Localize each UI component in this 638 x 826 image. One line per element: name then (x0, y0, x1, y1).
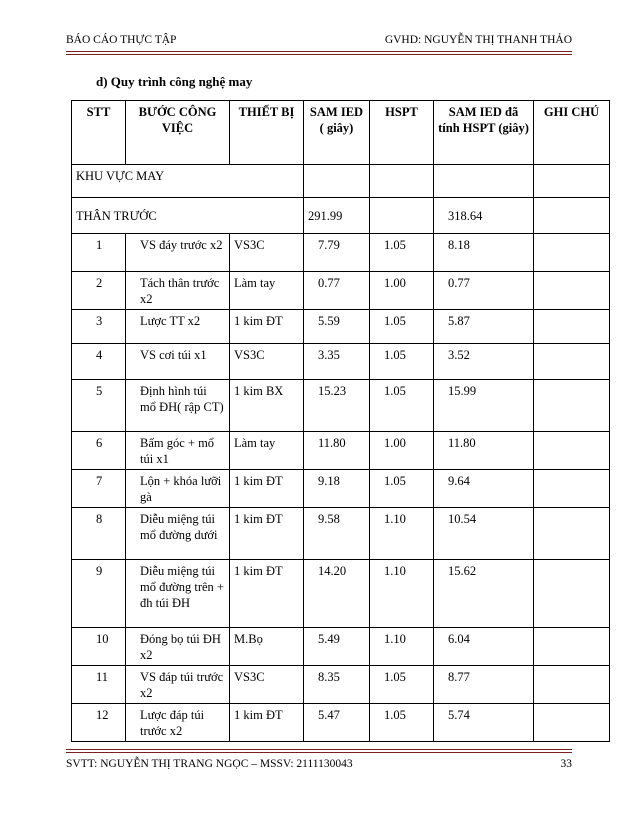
cell-sam-hspt: 6.04 (434, 628, 534, 666)
cell-sam-hspt: 8.77 (434, 666, 534, 704)
cell-sam-ied: 11.80 (304, 432, 370, 470)
col-header-device: THIẾT BỊ (230, 101, 304, 165)
cell-sam-ied: 5.49 (304, 628, 370, 666)
group-label: THÂN TRƯỚC (72, 198, 304, 234)
cell-sam-hspt: 11.80 (434, 432, 534, 470)
header-rule (66, 51, 572, 52)
page-number: 33 (560, 758, 572, 770)
cell-sam-ied: 5.47 (304, 704, 370, 742)
cell-note (534, 380, 610, 432)
cell-note (534, 560, 610, 628)
cell-hspt: 1.10 (370, 560, 434, 628)
cell-hspt: 1.00 (370, 432, 434, 470)
table-row (72, 234, 610, 272)
cell-sam-hspt: 5.87 (434, 310, 534, 344)
cell-hspt: 1.05 (370, 234, 434, 272)
header-rule-thin (66, 54, 572, 55)
cell-stt: 7 (72, 470, 126, 508)
table-row (72, 628, 610, 666)
page-header (66, 34, 572, 50)
cell-sam-ied: 14.20 (304, 560, 370, 628)
cell-step: VS đáy trước x2 (126, 234, 230, 272)
table-row (72, 666, 610, 704)
table-row (72, 704, 610, 742)
cell-step: VS đáp túi trước x2 (126, 666, 230, 704)
table-row (72, 272, 610, 310)
cell-sam-hspt: 3.52 (434, 344, 534, 380)
cell-device: VS3C (230, 234, 304, 272)
cell-step: Đóng bọ túi ĐH x2 (126, 628, 230, 666)
cell-step: Lộn + khóa lưỡi gà (126, 470, 230, 508)
cell-hspt: 1.05 (370, 666, 434, 704)
cell-device: 1 kim ĐT (230, 704, 304, 742)
cell-stt: 8 (72, 508, 126, 560)
cell-sam-ied: 15.23 (304, 380, 370, 432)
cell-note (534, 470, 610, 508)
cell-note (534, 508, 610, 560)
cell-stt: 3 (72, 310, 126, 344)
table-header-row (72, 101, 610, 165)
cell-device: Làm tay (230, 432, 304, 470)
cell-stt: 10 (72, 628, 126, 666)
cell-sam-ied: 5.59 (304, 310, 370, 344)
cell-note (534, 344, 610, 380)
table-row (72, 344, 610, 380)
cell-note (534, 628, 610, 666)
cell-sam-hspt: 15.62 (434, 560, 534, 628)
cell-hspt: 1.10 (370, 628, 434, 666)
section-title: d) Quy trình công nghệ may (96, 74, 253, 89)
cell-stt: 1 (72, 234, 126, 272)
cell-hspt: 1.05 (370, 470, 434, 508)
cell-device: VS3C (230, 666, 304, 704)
cell-note (534, 704, 610, 742)
cell-note (534, 432, 610, 470)
cell-note (534, 272, 610, 310)
footer-student: SVTT: NGUYỄN THỊ TRANG NGỌC – MSSV: 2111130043 (66, 758, 353, 770)
cell-device: M.Bọ (230, 628, 304, 666)
cell-sam-hspt: 8.18 (434, 234, 534, 272)
area-label: KHU VỰC MAY (72, 165, 304, 198)
cell-sam-hspt: 10.54 (434, 508, 534, 560)
cell-stt: 5 (72, 380, 126, 432)
cell-device: 1 kim ĐT (230, 470, 304, 508)
footer-rule (66, 749, 572, 750)
cell-sam-hspt: 15.99 (434, 380, 534, 432)
col-header-sam-ied: SAM IED ( giây) (304, 101, 370, 165)
col-header-sam-hspt: SAM IED đã tính HSPT (giây) (434, 101, 534, 165)
cell-step: VS cơi túi x1 (126, 344, 230, 380)
table-row (72, 470, 610, 508)
cell-step: Lược TT x2 (126, 310, 230, 344)
cell-sam-ied: 8.35 (304, 666, 370, 704)
cell-sam-hspt: 5.74 (434, 704, 534, 742)
header-report-title: BÁO CÁO THỰC TẬP (66, 34, 177, 46)
cell-hspt: 1.05 (370, 310, 434, 344)
cell-note (534, 234, 610, 272)
area-row (72, 165, 610, 198)
cell-device: 1 kim ĐT (230, 508, 304, 560)
cell-sam-hspt: 9.64 (434, 470, 534, 508)
cell-step: Diễu miệng túi mổ đường trên + đh túi ĐH (126, 560, 230, 628)
cell-hspt: 1.10 (370, 508, 434, 560)
group-sam: 291.99 (304, 198, 370, 234)
process-table (71, 100, 610, 742)
col-header-stt: STT (72, 101, 126, 165)
cell-sam-ied: 9.18 (304, 470, 370, 508)
cell-sam-ied: 0.77 (304, 272, 370, 310)
cell-stt: 11 (72, 666, 126, 704)
cell-step: Diễu miệng túi mổ đường dưới (126, 508, 230, 560)
table-row (72, 380, 610, 432)
col-header-note: GHI CHÚ (534, 101, 610, 165)
cell-note (534, 666, 610, 704)
cell-stt: 2 (72, 272, 126, 310)
cell-device: VS3C (230, 344, 304, 380)
cell-step: Tách thân trước x2 (126, 272, 230, 310)
cell-sam-ied: 9.58 (304, 508, 370, 560)
cell-hspt: 1.00 (370, 272, 434, 310)
footer-rule-thin (66, 752, 572, 753)
cell-stt: 6 (72, 432, 126, 470)
col-header-step: BƯỚC CÔNG VIỆC (126, 101, 230, 165)
cell-sam-hspt: 0.77 (434, 272, 534, 310)
col-header-hspt: HSPT (370, 101, 434, 165)
cell-hspt: 1.05 (370, 380, 434, 432)
cell-sam-ied: 7.79 (304, 234, 370, 272)
table-row (72, 310, 610, 344)
cell-stt: 9 (72, 560, 126, 628)
cell-device: Làm tay (230, 272, 304, 310)
cell-device: 1 kim BX (230, 380, 304, 432)
group-row (72, 198, 610, 234)
cell-device: 1 kim ĐT (230, 560, 304, 628)
cell-hspt: 1.05 (370, 704, 434, 742)
table-row (72, 508, 610, 560)
cell-step: Định hình túi mổ ĐH( rập CT) (126, 380, 230, 432)
cell-stt: 4 (72, 344, 126, 380)
table-row (72, 432, 610, 470)
cell-device: 1 kim ĐT (230, 310, 304, 344)
cell-stt: 12 (72, 704, 126, 742)
cell-step: Bấm góc + mổ túi x1 (126, 432, 230, 470)
cell-hspt: 1.05 (370, 344, 434, 380)
page-footer (66, 758, 572, 774)
cell-sam-ied: 3.35 (304, 344, 370, 380)
group-sam-hspt: 318.64 (434, 198, 534, 234)
cell-note (534, 310, 610, 344)
table-row (72, 560, 610, 628)
header-advisor: GVHD: NGUYỄN THỊ THANH THẢO (384, 34, 572, 46)
cell-step: Lược đáp túi trước x2 (126, 704, 230, 742)
